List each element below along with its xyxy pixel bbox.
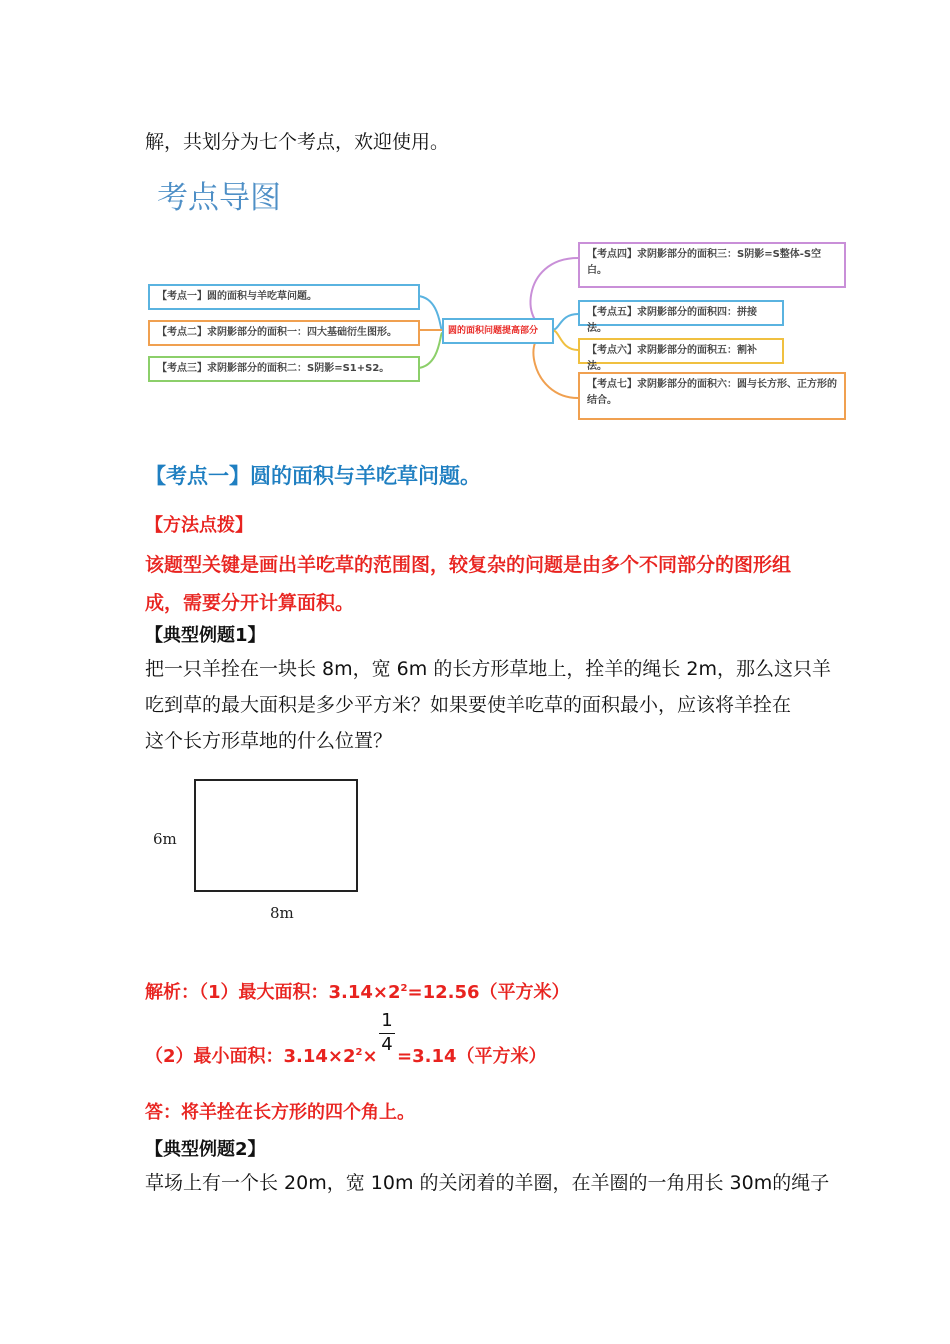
solution-line2-suffix: =3.14（平方米） xyxy=(397,1046,547,1067)
solution-line2-exponent: 2 xyxy=(355,1047,363,1058)
figure-width-label: 8m xyxy=(270,904,294,922)
mindmap-node-4: 【考点四】求阴影部分的面积三：S阴影=S整体-S空白。 xyxy=(578,242,846,288)
method-line-1: 该题型关键是画出羊吃草的范围图，较复杂的问题是由多个不同部分的图形组 xyxy=(145,554,792,576)
intro-line: 解，共划分为七个考点，欢迎使用。 xyxy=(145,131,450,153)
fraction-denominator: 4 xyxy=(381,1034,393,1055)
map-title: 考点导图 xyxy=(157,180,281,216)
mindmap-node-6: 【考点六】求阴影部分的面积五：割补法。 xyxy=(578,338,784,364)
mindmap-node-5: 【考点五】求阴影部分的面积四：拼接法。 xyxy=(578,300,784,326)
solution-line1-exponent: 2 xyxy=(400,983,408,994)
solution-line-2 xyxy=(145,1042,378,1068)
example1-line-1: 把一只羊拴在一块长 8m，宽 6m 的长方形草地上，拴羊的绳长 2m，那么这只羊 xyxy=(145,658,831,680)
method-line-2: 成，需要分开计算面积。 xyxy=(145,592,355,614)
solution-line2-prefix: （2）最小面积：3.14×2 xyxy=(145,1046,356,1067)
answer-line: 答：将羊拴在长方形的四个角上。 xyxy=(145,1102,415,1123)
example2-line-1: 草场上有一个长 20m，宽 10m 的关闭着的羊圈，在羊圈的一角用长 30m的绳子 xyxy=(145,1172,830,1194)
example1-text xyxy=(145,651,831,759)
method-label: 【方法点拨】 xyxy=(145,515,253,536)
example1-line-3: 这个长方形草地的什么位置？ xyxy=(145,730,393,752)
solution-line2-times: × xyxy=(362,1046,378,1067)
example2-label: 【典型例题2】 xyxy=(145,1139,266,1160)
fraction-numerator: 1 xyxy=(381,1010,393,1031)
section-heading-1: 【考点一】圆的面积与羊吃草问题。 xyxy=(145,464,481,488)
mindmap-node-7: 【考点七】求阴影部分的面积六：圆与长方形、正方形的结合。 xyxy=(578,372,846,420)
mindmap-node-2: 【考点二】求阴影部分的面积一：四大基础衍生图形。 xyxy=(148,320,420,346)
fraction xyxy=(378,1010,396,1055)
mindmap-node-1: 【考点一】圆的面积与羊吃草问题。 xyxy=(148,284,420,310)
example1-label: 【典型例题1】 xyxy=(145,625,266,646)
rectangle-figure xyxy=(194,779,358,892)
mind-map xyxy=(140,238,860,428)
example1-line-2: 吃到草的最大面积是多少平方米？如果要使羊吃草的面积最小，应该将羊拴在 xyxy=(145,694,792,716)
method-text xyxy=(145,546,791,622)
mindmap-node-3: 【考点三】求阴影部分的面积二：S阴影=S1+S2。 xyxy=(148,356,420,382)
solution-line1-suffix: =12.56（平方米） xyxy=(407,982,570,1003)
solution-line-1 xyxy=(145,978,570,1004)
figure-height-label: 6m xyxy=(153,830,177,848)
mindmap-center: 圆的面积问题提高部分 xyxy=(442,318,554,344)
solution-line1-prefix: 解析：（1）最大面积：3.14×2 xyxy=(145,982,401,1003)
